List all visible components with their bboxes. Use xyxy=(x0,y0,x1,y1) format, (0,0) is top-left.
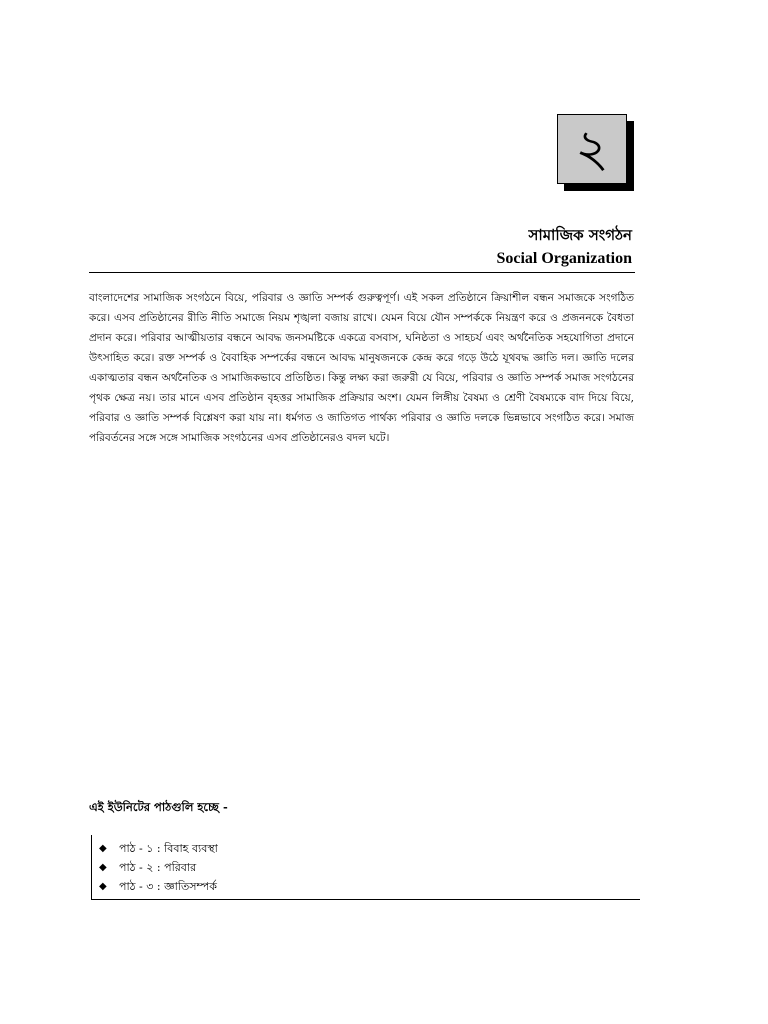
chapter-title-bangla: সামাজিক সংগঠন xyxy=(528,226,632,244)
diamond-bullet-icon: ◆ xyxy=(99,881,107,892)
title-divider xyxy=(89,272,635,273)
chapter-title-english: Social Organization xyxy=(496,250,632,267)
lesson-item-2 xyxy=(92,858,640,877)
lesson-item-1 xyxy=(92,839,640,858)
chapter-number-box xyxy=(557,114,627,184)
lesson-label: পাঠ - ৩ : জ্ঞাতিসম্পর্ক xyxy=(119,880,217,893)
lesson-label: পাঠ - ২ : পরিবার xyxy=(119,861,197,874)
lesson-item-3 xyxy=(92,877,640,896)
diamond-bullet-icon: ◆ xyxy=(99,843,107,854)
diamond-bullet-icon: ◆ xyxy=(99,862,107,873)
intro-paragraph: বাংলাদেশের সামাজিক সংগঠনে বিয়ে, পরিবার ও জ্ঞাতি সম্পর্ক গুরুত্বপূর্ণ। এই সকল প্রতিষ্ঠানে ক্রিয়াশীল বন্ধন সমাজকে সংগঠিত করে। এসব প্রতিষ্ঠানের রীতি নীতি সমাজে নিয়ম শৃঙ্খলা বজায় রাখে। যেমন বিয়ে যৌন সম্পর্ককে নিয়ন্ত্রণ করে ও প্রজননকে বৈধতা প্রদান করে। পরিবার আত্মীয়তার বন্ধনে আবদ্ধ জনসমষ্টিকে একত্রে বসবাস, ঘনিষ্ঠতা ও সাহচর্য এবং অর্থনৈতিক সহযোগিতা প্রদানে উৎসাহিত করে। রক্ত সম্পর্ক ও বৈবাহিক সম্পর্কের বন্ধনে আবদ্ধ মানুষজনকে কেন্দ্র করে গড়ে উঠে যূথবদ্ধ জ্ঞাতি দল। জ্ঞাতি দলের একাত্মতার বন্ধন অর্থনৈতিক ও সামাজিকভাবে প্রতিষ্ঠিত। কিন্তু লক্ষ্য করা জরুরী যে বিয়ে, পরিবার ও জ্ঞাতি সম্পর্ক সমাজ সংগঠনের পৃথক ক্ষেত্র নয়। তার মানে এসব প্রতিষ্ঠান বৃহত্তর সামাজিক প্রক্রিয়ার অংশ। যেমন লিঙ্গীয় বৈষম্য ও শ্রেণী বৈষম্যকে বাদ দিয়ে বিয়ে, পরিবার ও জ্ঞাতি সম্পর্ক বিশ্লেষণ করা যায় না। ধর্মগত ও জাতিগত পার্থক্য পরিবার ও জ্ঞাতি দলকে ভিন্নভাবে সংগঠিত করে। সমাজ পরিবর্তনের সঙ্গে সঙ্গে সামাজিক সংগঠনের এসব প্রতিষ্ঠানেরও বদল ঘটে। xyxy=(89,292,634,444)
lesson-list xyxy=(91,835,640,900)
units-heading: এই ইউনিটের পাঠগুলি হচ্ছে - xyxy=(89,800,228,814)
chapter-number: ২ xyxy=(575,119,609,179)
lesson-label: পাঠ - ১ : বিবাহ ব্যবস্থা xyxy=(119,842,218,855)
